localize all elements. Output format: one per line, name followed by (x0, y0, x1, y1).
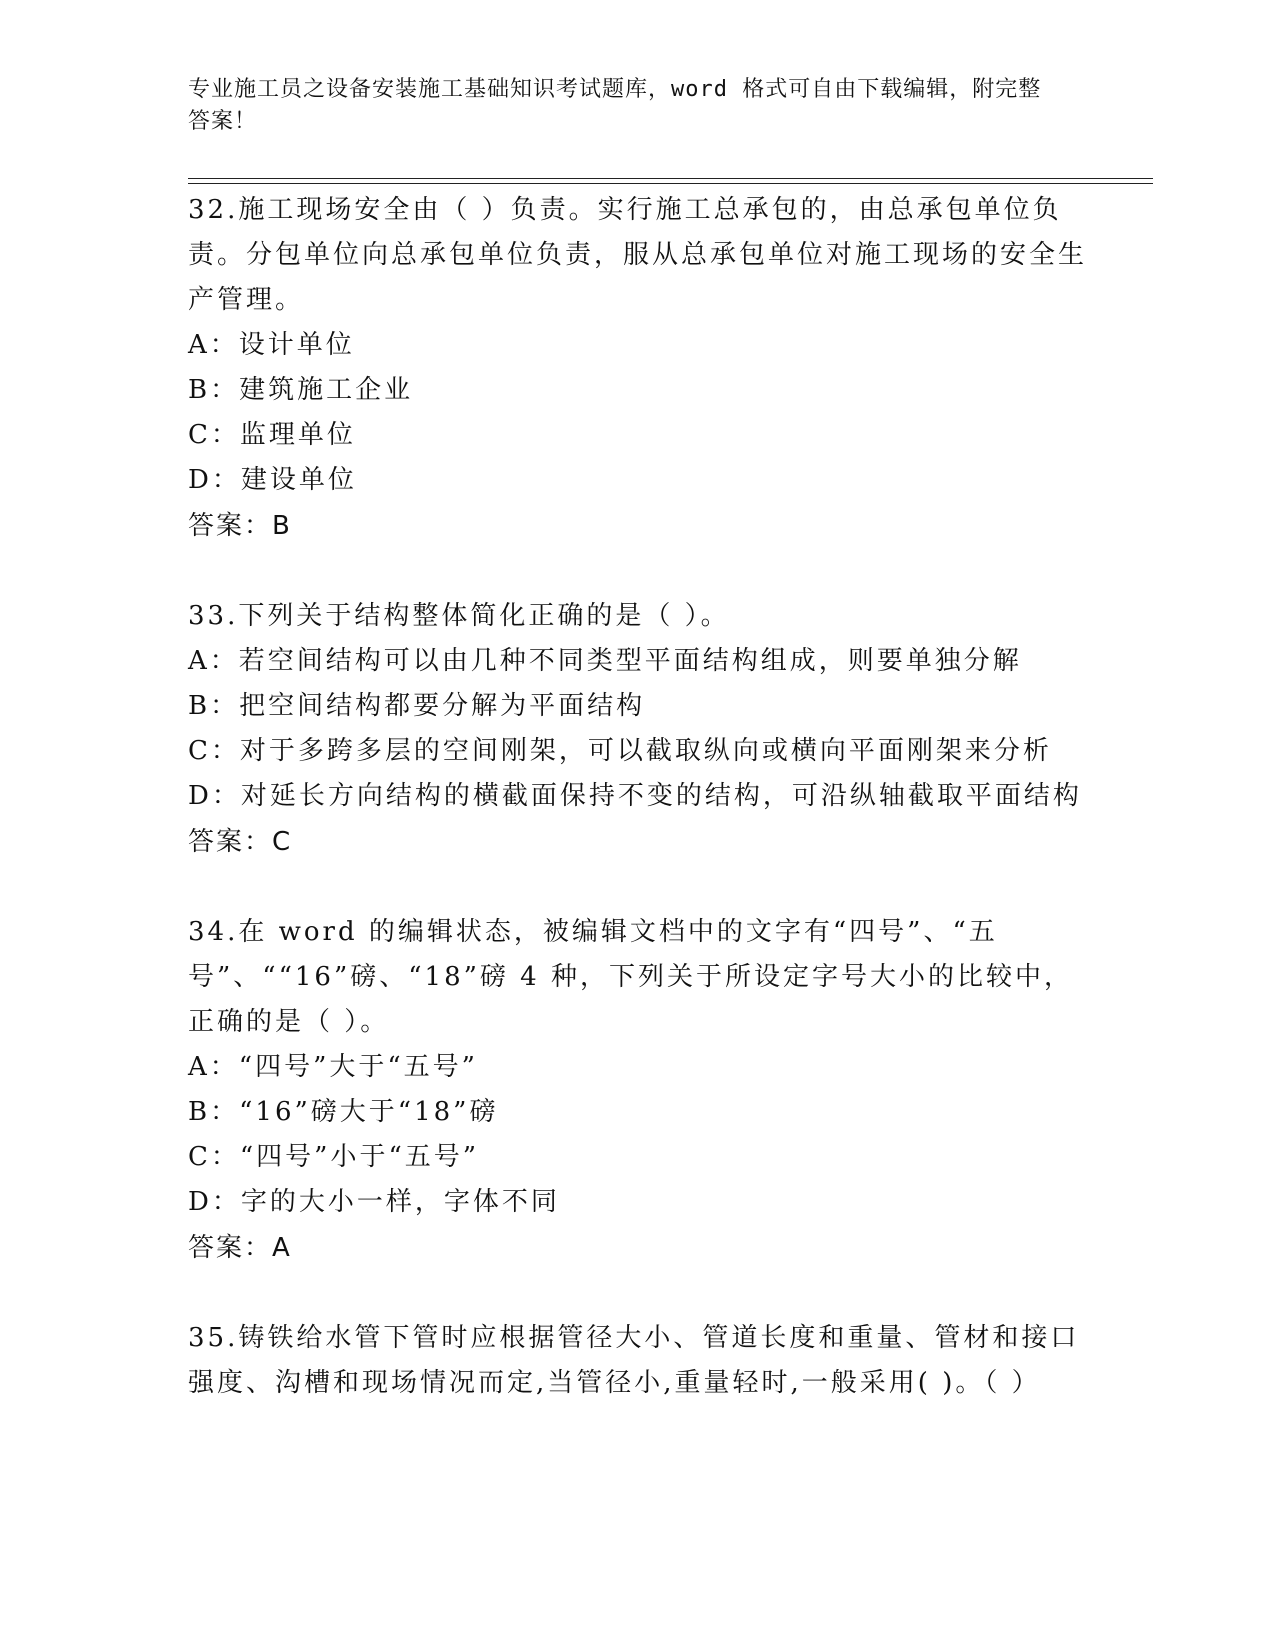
option-c: C：对于多跨多层的空间刚架，可以截取纵向或横向平面刚架来分析 (188, 736, 1052, 766)
question-spacer (188, 1271, 1088, 1316)
answer-label: 答案：C (188, 827, 293, 857)
option-b: B：建筑施工企业 (188, 375, 414, 405)
option-b: B：“16”磅大于“18”磅 (188, 1097, 499, 1127)
question-stem: 32.施工现场安全由（ ）负责。实行施工总承包的，由总承包单位负责。分包单位向总承包单位负责，服从总承包单位对施工现场的安全生产管理。 (188, 195, 1088, 315)
option-b: B：把空间结构都要分解为平面结构 (188, 691, 646, 721)
option-d: D：字的大小一样，字体不同 (188, 1187, 560, 1217)
question-stem: 34.在 word 的编辑状态，被编辑文档中的文字有“四号”、“五号”、““16”磅、“18”磅 4 种，下列关于所设定字号大小的比较中，正确的是（ ）。 (188, 917, 1073, 1037)
header-divider-top (188, 178, 1153, 179)
option-d: D：建设单位 (188, 465, 357, 495)
question-list (188, 188, 1088, 1406)
document-header: 专业施工员之设备安装施工基础知识考试题库，word 格式可自由下载编辑，附完整答案！ (188, 77, 1042, 134)
option-d: D：对延长方向结构的横截面保持不变的结构，可沿纵轴截取平面结构 (188, 781, 1082, 811)
question-stem: 35.铸铁给水管下管时应根据管径大小、管道长度和重量、管材和接口强度、沟槽和现场情况而定,当管径小,重量轻时,一般采用( )。（ ） (188, 1323, 1080, 1398)
question-spacer (188, 549, 1088, 594)
question-35 (188, 1316, 1088, 1406)
question-33 (188, 594, 1088, 865)
header-divider-bottom (188, 183, 1153, 184)
answer-label: 答案：B (188, 511, 292, 541)
option-a: A：若空间结构可以由几种不同类型平面结构组成，则要单独分解 (188, 646, 1022, 676)
option-a: A：设计单位 (188, 330, 355, 360)
option-c: C：“四号”小于“五号” (188, 1142, 480, 1172)
option-c: C：监理单位 (188, 420, 356, 450)
question-spacer (188, 865, 1088, 910)
question-34 (188, 910, 1088, 1271)
answer-label: 答案：A (188, 1233, 292, 1263)
question-stem: 33.下列关于结构整体简化正确的是（ ）。 (188, 601, 730, 631)
question-32 (188, 188, 1088, 549)
option-a: A：“四号”大于“五号” (188, 1052, 478, 1082)
